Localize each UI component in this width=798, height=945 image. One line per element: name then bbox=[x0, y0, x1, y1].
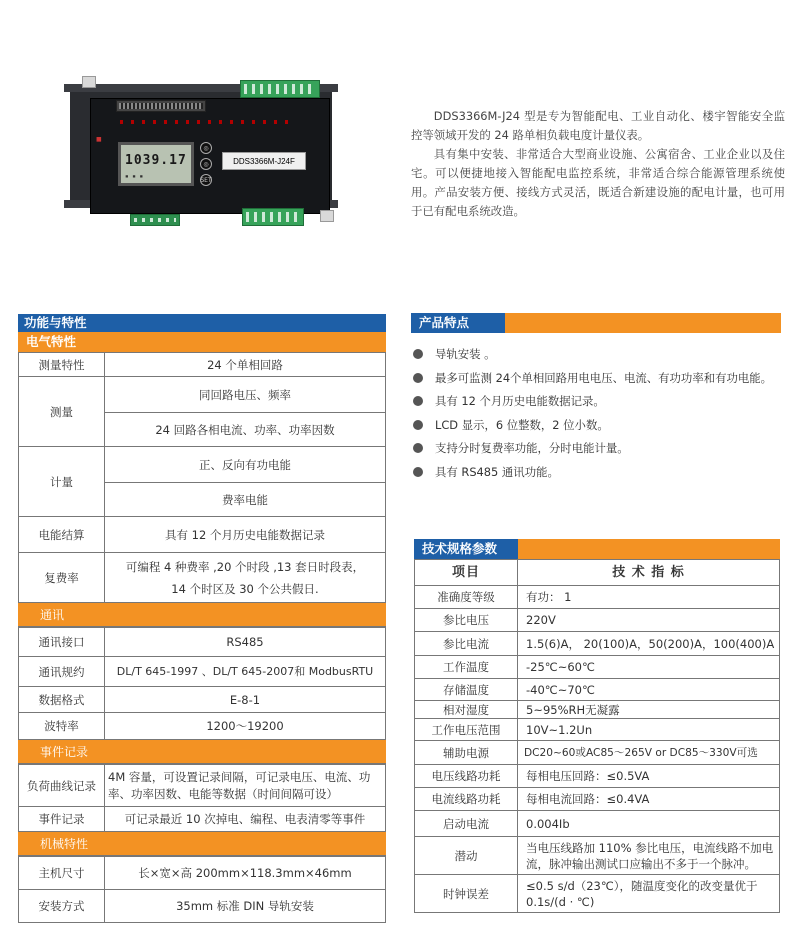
column-header: 项目 bbox=[415, 560, 518, 586]
row-value: 24 回路各相电流、功率、功率因数 bbox=[105, 413, 386, 447]
indicator-leds bbox=[120, 120, 290, 124]
terminal-block bbox=[240, 80, 320, 98]
product-image bbox=[60, 72, 338, 232]
row-value: 每相电压回路：≤0.5VA bbox=[518, 765, 780, 788]
lcd-sub-icons: ▪ ▪ ▪ bbox=[125, 173, 144, 180]
lcd-display bbox=[118, 142, 194, 186]
list-item: 最多可监测 24个单相回路用电电压、电流、有功功率和有功电能。 bbox=[411, 370, 781, 394]
row-key: 通讯规约 bbox=[19, 657, 105, 687]
row-key: 电流线路功耗 bbox=[415, 788, 518, 811]
tech-header bbox=[414, 539, 780, 559]
row-key: 工作温度 bbox=[415, 656, 518, 679]
row-key: 测量特性 bbox=[19, 353, 105, 377]
table-row bbox=[19, 807, 386, 832]
lcd-reading: 1039.17 bbox=[125, 153, 187, 168]
row-value: 每相电流回路：≤0.4VA bbox=[518, 788, 780, 811]
tech-title: 技术规格参数 bbox=[414, 539, 518, 559]
row-value: DC20~60或AC85～265V or DC85～330V可选 bbox=[518, 741, 780, 765]
column-header: 技 术 指 标 bbox=[518, 560, 780, 586]
table-row bbox=[415, 811, 780, 837]
row-value: 正、反向有功电能 bbox=[105, 447, 386, 483]
row-value: 1200～19200 bbox=[105, 713, 386, 740]
features-header bbox=[411, 313, 781, 333]
functions-title: 功能与特性 bbox=[18, 314, 386, 332]
row-value: 具有 12 个月历史电能数据记录 bbox=[105, 517, 386, 553]
mount-tab bbox=[82, 76, 96, 88]
list-item: 具有 12 个月历史电能数据记录。 bbox=[411, 393, 781, 417]
features-section bbox=[411, 313, 781, 488]
table-row bbox=[415, 586, 780, 609]
row-value: DL/T 645-1997 、DL/T 645-2007和 ModbusRTU bbox=[105, 657, 386, 687]
row-value: 费率电能 bbox=[105, 483, 386, 517]
tech-table bbox=[414, 559, 780, 913]
intro-text bbox=[411, 107, 785, 221]
list-item: 导轨安装 。 bbox=[411, 346, 781, 370]
table-row bbox=[415, 609, 780, 632]
table-row bbox=[19, 377, 386, 413]
list-item: 具有 RS485 通讯功能。 bbox=[411, 464, 781, 488]
intro-paragraph: DDS3366M-J24 型是专为智能配电、工业自动化、楼宇智能安全监控等领域开发的 24 路单相负载电度计量仪表。 bbox=[411, 109, 785, 142]
row-key: 潜动 bbox=[415, 837, 518, 875]
meter-key: ◎ bbox=[200, 158, 212, 170]
ribbon-connector bbox=[116, 100, 206, 112]
row-value: 35mm 标准 DIN 导轨安装 bbox=[105, 890, 386, 923]
features-list bbox=[411, 346, 781, 488]
terminal-block bbox=[130, 214, 180, 226]
row-value: -40℃~70℃ bbox=[518, 679, 780, 701]
row-key: 参比电压 bbox=[415, 609, 518, 632]
electrical-table bbox=[18, 352, 386, 603]
mechanical-title: 机械特性 bbox=[18, 832, 386, 856]
row-value bbox=[105, 553, 386, 603]
table-row bbox=[415, 765, 780, 788]
table-row bbox=[415, 656, 780, 679]
mount-tab bbox=[320, 210, 334, 222]
row-key: 相对湿度 bbox=[415, 701, 518, 719]
table-row bbox=[415, 741, 780, 765]
table-row bbox=[19, 517, 386, 553]
row-key: 数据格式 bbox=[19, 687, 105, 713]
features-title: 产品特点 bbox=[411, 313, 505, 333]
row-key: 辅助电源 bbox=[415, 741, 518, 765]
row-key: 主机尺寸 bbox=[19, 857, 105, 890]
table-row bbox=[415, 875, 780, 913]
brand-logo: ■ bbox=[96, 136, 102, 143]
table-row bbox=[415, 837, 780, 875]
row-key: 通讯接口 bbox=[19, 628, 105, 657]
row-key: 存储温度 bbox=[415, 679, 518, 701]
row-value: 同回路电压、频率 bbox=[105, 377, 386, 413]
comm-table bbox=[18, 627, 386, 740]
row-value-line: 可编程 4 种费率 ,20 个时段 ,13 套日时段表， bbox=[125, 559, 365, 574]
model-label: DDS3366M-J24F bbox=[222, 152, 306, 170]
mechanical-table bbox=[18, 856, 386, 923]
row-value: 0.004Ib bbox=[518, 811, 780, 837]
meter-key-set: SET bbox=[200, 174, 212, 186]
row-key: 波特率 bbox=[19, 713, 105, 740]
row-value: 有功： 1 bbox=[518, 586, 780, 609]
terminal-block bbox=[242, 208, 304, 226]
tech-section bbox=[414, 539, 780, 913]
row-key: 电能结算 bbox=[19, 517, 105, 553]
row-key: 工作电压范围 bbox=[415, 719, 518, 741]
row-value: 5~95%RH无凝露 bbox=[518, 701, 780, 719]
row-key: 安装方式 bbox=[19, 890, 105, 923]
row-value: ≤0.5 s/d（23℃），随温度变化的改变量优于0.1s/(d · ℃) bbox=[518, 875, 780, 913]
row-value: 220V bbox=[518, 609, 780, 632]
table-row bbox=[19, 890, 386, 923]
table-row bbox=[19, 657, 386, 687]
row-key: 时钟误差 bbox=[415, 875, 518, 913]
row-value: E-8-1 bbox=[105, 687, 386, 713]
row-value: 长×宽×高 200mm×118.3mm×46mm bbox=[105, 857, 386, 890]
row-key: 启动电流 bbox=[415, 811, 518, 837]
row-value: 1.5(6)A， 20(100)A，50(200)A，100(400)A bbox=[518, 632, 780, 656]
row-value: 可记录最近 10 次掉电、编程、电表清零等事件 bbox=[105, 807, 386, 832]
table-row bbox=[19, 628, 386, 657]
list-item: LCD 显示，6 位整数，2 位小数。 bbox=[411, 417, 781, 441]
row-value: 4M 容量，可设置记录间隔，可记录电压、电流、功率、功率因数、电能等数据（时间间隔可设） bbox=[105, 765, 386, 807]
row-key: 准确度等级 bbox=[415, 586, 518, 609]
table-row bbox=[415, 679, 780, 701]
table-row bbox=[19, 765, 386, 807]
meter-key: ◎ bbox=[200, 142, 212, 154]
electrical-title: 电气特性 bbox=[18, 332, 386, 352]
row-key: 事件记录 bbox=[19, 807, 105, 832]
row-value: 10V~1.2Un bbox=[518, 719, 780, 741]
table-row bbox=[19, 553, 386, 603]
intro-paragraph: 具有集中安装、非常适合大型商业设施、公寓宿舍、工业企业以及住宅。可以便捷地接入智能配电监控系统，非常适合综合能源管理系统使用。产品安装方便、接线方式灵活，既适合新建设施的配电计量，也可用于已有配电系统改造。 bbox=[411, 147, 785, 218]
table-row bbox=[415, 788, 780, 811]
table-row bbox=[415, 701, 780, 719]
table-row bbox=[19, 447, 386, 483]
table-header-row bbox=[415, 560, 780, 586]
table-row bbox=[19, 353, 386, 377]
row-key: 复费率 bbox=[19, 553, 105, 603]
row-key: 计量 bbox=[19, 447, 105, 517]
row-value: 当电压线路加 110% 参比电压，电流线路不加电流，脉冲输出测试口应输出不多于一个脉冲。 bbox=[518, 837, 780, 875]
row-value: 24 个单相回路 bbox=[105, 353, 386, 377]
events-table bbox=[18, 764, 386, 832]
row-key: 测量 bbox=[19, 377, 105, 447]
row-value: -25℃~60℃ bbox=[518, 656, 780, 679]
row-value: RS485 bbox=[105, 628, 386, 657]
row-key: 电压线路功耗 bbox=[415, 765, 518, 788]
row-key: 参比电流 bbox=[415, 632, 518, 656]
row-value-line: 14 个时区及 30 个公共假日. bbox=[171, 581, 319, 596]
table-row bbox=[415, 719, 780, 741]
table-row bbox=[415, 632, 780, 656]
events-title: 事件记录 bbox=[18, 740, 386, 764]
row-key: 负荷曲线记录 bbox=[19, 765, 105, 807]
table-row bbox=[19, 857, 386, 890]
list-item: 支持分时复费率功能，分时电能计量。 bbox=[411, 440, 781, 464]
functions-section bbox=[18, 314, 386, 923]
table-row bbox=[19, 687, 386, 713]
table-row bbox=[19, 713, 386, 740]
comm-title: 通讯 bbox=[18, 603, 386, 627]
